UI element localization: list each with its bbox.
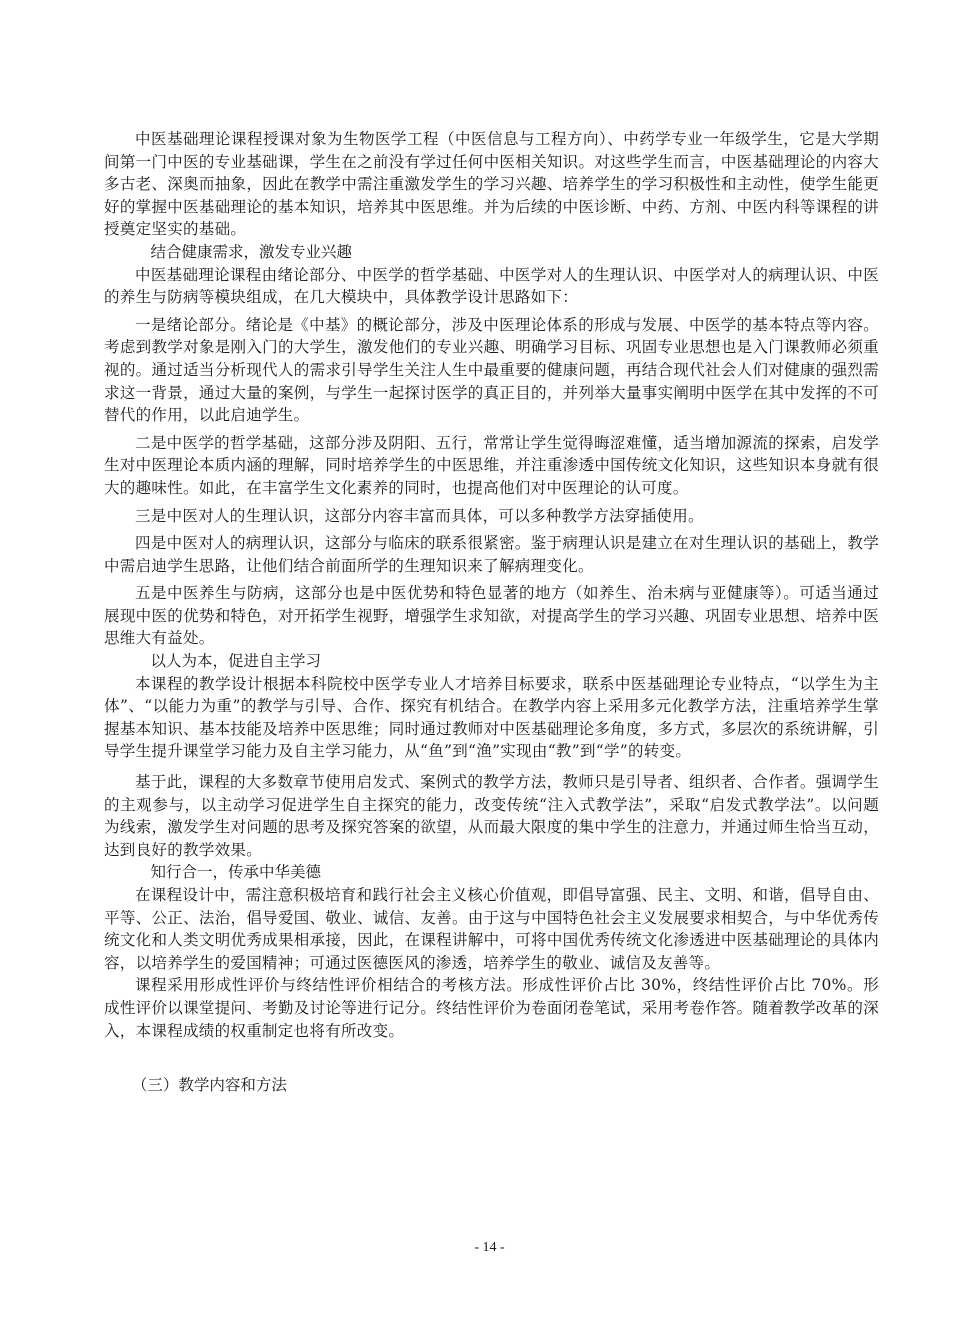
- document-body: [104, 128, 879, 1096]
- paragraph-course-intro: 中医基础理论课程授课对象为生物医学工程（中医信息与工程方向）、中药学专业一年级学生，它是大学期间第一门中医的专业基础课，学生在之前没有学过任何中医相关知识。对这些学生而言，中医基础理论的内容大多古老、深奥而抽象，因此在教学中需注重激发学生的学习兴趣、培养学生的学习积极性和主动性，使学生能更好的掌握中医基础理论的基本知识，培养其中医思维。并为后续的中医诊断、中药、方剂、中医内科等课程的讲授奠定坚实的基础。: [104, 130, 879, 239]
- subheading-virtue: 知行合一，传承中华美德: [150, 863, 322, 882]
- paragraph-assessment: 课程采用形成性评价与终结性评价相结合的考核方法。形成性评价占比 30%，终结性评价占比 70%。形成性评价以课堂提问、考勤及讨论等进行记分。终结性评价为卷面闭卷笔试，采用考卷作答。随着教学改革的深入，本课程成绩的权重制定也将有所改变。: [104, 976, 879, 1040]
- section-heading: （三）教学内容和方法: [131, 1076, 287, 1095]
- paragraph-teaching-methods: 基于此，课程的大多数章节使用启发式、案例式的教学方法，教师只是引导者、组织者、合作者。强调学生的主观参与，以主动学习促进学生自主探究的能力，改变传统“注入式教学法”，采取“启发式教学法”。以问题为线索，激发学生对问题的思考及探究答案的欲望，从而最大限度的集中学生的注意力，并通过师生恰当互动，达到良好的教学效果。: [104, 773, 879, 859]
- paragraph-core-values: 在课程设计中，需注意积极培育和践行社会主义核心价值观，即倡导富强、民主、文明、和谐，倡导自由、平等、公正、法治，倡导爱国、敬业、诚信、友善。由于这与中国特色社会主义发展要求相契合，与中华优秀传统文化和人类文明优秀成果相承接，因此，在课程讲解中，可将中国优秀传统文化渗透进中医基础理论的具体内容，以培养学生的爱国精神；可通过医德医风的渗透，培养学生的敬业、诚信及友善等。: [104, 886, 879, 972]
- paragraph-teaching-design: 本课程的教学设计根据本科院校中医学专业人才培养目标要求，联系中医基础理论专业特点，“以学生为主体”、“以能力为重”的教学与引导、合作、探究有机结合。在教学内容上采用多元化教学方法，注重培养学生掌握基本知识、基本技能及培养中医思维；同时通过教师对中医基础理论多角度，多方式，多层次的系统讲解，引导学生提升课堂学习能力及自主学习能力，从“鱼”到“渔”实现由“教”到“学”的转变。: [104, 674, 879, 761]
- subheading-health-needs: 结合健康需求，激发专业兴趣: [150, 242, 353, 261]
- subheading-self-learning: 以人为本，促进自主学习: [150, 652, 322, 671]
- paragraph-part-two: 二是中医学的哲学基础，这部分涉及阴阳、五行，常常让学生觉得晦涩难懂，适当增加源流的探索，启发学生对中医理论本质内涵的理解，同时培养学生的中医思维，并注重渗透中国传统文化知识，这些知识本身就有很大的趣味性。如此，在丰富学生文化素养的同时，也提高他们对中医理论的认可度。: [104, 433, 879, 497]
- page-number: - 14 -: [474, 1240, 505, 1255]
- paragraph-part-five: 五是中医养生与防病，这部分也是中医优势和特色显著的地方（如养生、治未病与亚健康等）。可适当通过展现中医的优势和特色，对开拓学生视野，增强学生求知欲，对提高学生的学习兴趣、巩固专业思想、培养中医思维大有益处。: [104, 584, 879, 648]
- paragraph-part-three: 三是中医对人的生理认识，这部分内容丰富而具体，可以多种教学方法穿插使用。: [135, 506, 704, 525]
- paragraph-modules: 中医基础理论课程由绪论部分、中医学的哲学基础、中医学对人的生理认识、中医学对人的病理认识、中医的养生与防病等模块组成，在几大模块中，具体教学设计思路如下：: [104, 265, 879, 307]
- paragraph-part-one: 一是绪论部分。绪论是《中基》的概论部分，涉及中医理论体系的形成与发展、中医学的基本特点等内容。考虑到教学对象是刚入门的大学生，激发他们的专业兴趣、明确学习目标、巩固专业思想也是入门课教师必须重视的。通过适当分析现代人的需求引导学生关注人生中最重要的健康问题，再结合现代社会人们对健康的强烈需求这一背景，通过大量的案例，与学生一起探讨医学的真正目的，并列举大量事实阐明中医学在其中发挥的不可替代的作用，以此启迪学生。: [104, 315, 879, 425]
- paragraph-part-four: 四是中医对人的病理认识，这部分与临床的联系很紧密。鉴于病理认识是建立在对生理认识的基础上，教学中需启迪学生思路，让他们结合前面所学的生理知识来了解病理变化。: [104, 534, 879, 575]
